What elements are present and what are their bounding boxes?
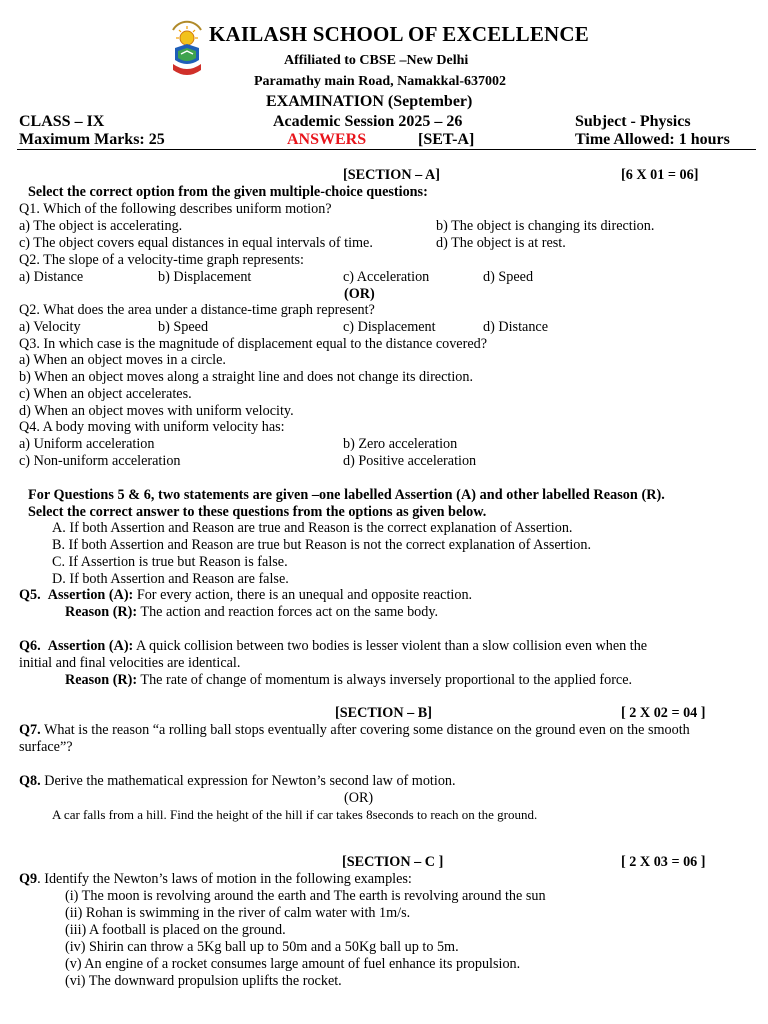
q1-option-b: b) The object is changing its direction. (436, 218, 655, 234)
q4-option-c: c) Non-uniform acceleration (19, 453, 181, 469)
ar-option-c: C. If Assertion is true but Reason is false. (52, 554, 288, 570)
q4-text: Q4. A body moving with uniform velocity has: (19, 419, 285, 435)
q9-text (19, 871, 412, 888)
exam-title: EXAMINATION (September) (266, 93, 473, 110)
section-c-marks: [ 2 X 03 = 06 ] (621, 854, 706, 870)
q2-alt-option-a: a) Velocity (19, 319, 81, 335)
q8-number: Q8. (19, 773, 41, 789)
q2-option-c: c) Acceleration (343, 269, 430, 285)
session-label: Academic Session 2025 – 26 (273, 113, 463, 130)
school-name: KAILASH SCHOOL OF EXCELLENCE (209, 22, 589, 46)
q4-option-a: a) Uniform acceleration (19, 436, 155, 452)
q3-text: Q3. In which case is the magnitude of displacement equal to the distance covered? (19, 336, 488, 352)
subject-label: Subject - Physics (575, 113, 691, 130)
section-b-marks: [ 2 X 02 = 04 ] (621, 705, 706, 721)
q8-text (19, 773, 456, 790)
q6-number: Q6. (19, 638, 41, 654)
section-b-title: [SECTION – B] (335, 705, 432, 721)
max-marks: Maximum Marks: 25 (19, 131, 165, 148)
q9-item-4: (iv) Shirin can throw a 5Kg ball up to 50m and a 50Kg ball up to 5m. (65, 939, 459, 955)
section-a-title: [SECTION – A] (343, 167, 440, 183)
q7-text-line2: surface”? (19, 739, 73, 755)
q5-assertion-text: For every action, there is an unequal and opposite reaction. (133, 587, 473, 603)
section-a-instruction: Select the correct option from the given multiple-choice questions: (28, 184, 428, 200)
header-divider (17, 149, 756, 150)
q2-alt-text: Q2. What does the area under a distance-time graph represent? (19, 302, 375, 318)
q9-number: Q9 (19, 871, 38, 887)
q9-item-2: (ii) Rohan is swimming in the river of calm water with 1m/s. (65, 905, 411, 921)
class-label: CLASS – IX (19, 113, 105, 130)
q2-alt-option-d: d) Distance (483, 319, 549, 335)
q5-assertion-label: Assertion (A): (47, 587, 134, 603)
q5-reason (65, 604, 438, 621)
time-allowed: Time Allowed: 1 hours (575, 131, 730, 148)
section-c-title: [SECTION – C ] (342, 854, 444, 870)
section-a-marks: [6 X 01 = 06] (621, 167, 699, 183)
q9-item-1: (i) The moon is revolving around the earth and The earth is revolving around the sun (65, 888, 546, 904)
q8-question: Derive the mathematical expression for Newton’s second law of motion. (40, 773, 456, 789)
q5-assertion (19, 587, 472, 604)
q2-option-d: d) Speed (483, 269, 534, 285)
q9-question: . Identify the Newton’s laws of motion in the following examples: (37, 871, 412, 887)
q5-reason-label: Reason (R): (65, 604, 138, 620)
q6-reason-text: The rate of change of momentum is always inversely proportional to the applied force. (137, 672, 633, 688)
affiliation: Affiliated to CBSE –New Delhi (284, 53, 469, 68)
q1-option-d: d) The object is at rest. (436, 235, 566, 251)
q7-question: What is the reason “a rolling ball stops eventually after covering some distance on the ground even on the smooth (40, 722, 690, 738)
q5-number: Q5. (19, 587, 41, 603)
q9-item-3: (iii) A football is placed on the ground. (65, 922, 286, 938)
q6-reason-label: Reason (R): (65, 672, 138, 688)
q3-option-a: a) When an object moves in a circle. (19, 352, 226, 368)
ar-option-d: D. If both Assertion and Reason are false. (52, 571, 289, 587)
q6-assertion-line2: initial and final velocities are identical. (19, 655, 241, 671)
q6-assertion-text: A quick collision between two bodies is lesser violent than a slow collision even when the (133, 638, 648, 654)
q3-option-c: c) When an object accelerates. (19, 386, 192, 402)
q4-option-d: d) Positive acceleration (343, 453, 477, 469)
q2-option-b: b) Displacement (158, 269, 252, 285)
q7-text (19, 722, 690, 739)
q2-text: Q2. The slope of a velocity-time graph represents: (19, 252, 304, 268)
q1-option-a: a) The object is accelerating. (19, 218, 183, 234)
q4-option-b: b) Zero acceleration (343, 436, 458, 452)
q8-or: (OR) (344, 790, 374, 806)
q6-assertion (19, 638, 647, 655)
q2-option-a: a) Distance (19, 269, 84, 285)
q1-option-c: c) The object covers equal distances in equal intervals of time. (19, 235, 373, 251)
ar-option-a: A. If both Assertion and Reason are true and Reason is the correct explanation of Assertion. (52, 520, 573, 536)
set-label: [SET-A] (418, 131, 475, 148)
address: Paramathy main Road, Namakkal-637002 (254, 74, 507, 89)
q1-text: Q1. Which of the following describes uniform motion? (19, 201, 332, 217)
q2-alt-option-b: b) Speed (158, 319, 209, 335)
ar-instruction-line1: For Questions 5 & 6, two statements are given –one labelled Assertion (A) and other labelled Reason (R). (28, 487, 665, 503)
or-label: (OR) (344, 286, 375, 302)
q6-assertion-label: Assertion (A): (47, 638, 134, 654)
q2-alt-option-c: c) Displacement (343, 319, 436, 335)
q5-reason-text: The action and reaction forces act on the same body. (137, 604, 439, 620)
ar-option-b: B. If both Assertion and Reason are true but Reason is not the correct explanation of Assertion. (52, 537, 591, 553)
q9-item-5: (v) An engine of a rocket consumes large amount of fuel enhance its propulsion. (65, 956, 521, 972)
q8-alt-question: A car falls from a hill. Find the height of the hill if car takes 8seconds to reach on the ground. (52, 807, 538, 822)
school-logo (167, 20, 207, 82)
q3-option-b: b) When an object moves along a straight line and does not change its direction. (19, 369, 474, 385)
q9-item-6: (vi) The downward propulsion uplifts the rocket. (65, 973, 342, 989)
q6-reason (65, 672, 632, 689)
answers-label: ANSWERS (287, 131, 367, 148)
ar-instruction-line2: Select the correct answer to these questions from the options as given below. (28, 504, 487, 520)
q3-option-d: d) When an object moves with uniform velocity. (19, 403, 294, 419)
q7-number: Q7. (19, 722, 41, 738)
